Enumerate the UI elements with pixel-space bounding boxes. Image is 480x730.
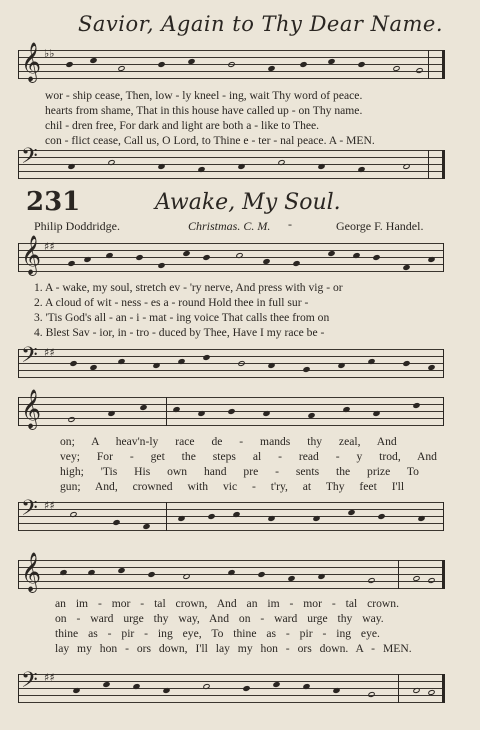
lyric-line: 3. 'Tis God's all - an - i - mat - ing voice That calls thee from on bbox=[34, 311, 330, 324]
treble-clef-icon: 𝄞 bbox=[21, 235, 42, 275]
system1-lyrics bbox=[0, 281, 480, 341]
system1-bass-staff bbox=[18, 343, 444, 377]
lyric-line: high; 'Tis His own hand pre - sents the prize To bbox=[60, 465, 419, 478]
prev-treble-staff bbox=[18, 42, 444, 82]
prev-bass-staff bbox=[18, 144, 444, 178]
system3-bass-staff bbox=[18, 668, 444, 702]
lyric-line: vey; For - get the steps al - read - y trod, And bbox=[60, 450, 437, 463]
lyric-line: gun; And, crowned with vic - t'ry, at Thy feet I'll bbox=[60, 480, 405, 493]
bass-clef-icon: 𝄢 bbox=[21, 343, 38, 373]
system2-bass-staff bbox=[18, 496, 444, 530]
system3-lyrics bbox=[0, 597, 480, 657]
key-signature-flats: ♭♭ bbox=[44, 47, 55, 60]
hymn-number: 231 bbox=[26, 187, 81, 217]
lyric-line: con - flict cease, Call us, O Lord, to Thine e - ter - nal peace. A - MEN. bbox=[45, 134, 375, 147]
system3-treble-staff bbox=[18, 552, 444, 592]
lyric-line: 4. Blest Sav - ior, in - tro - duced by Thee, Have I my race be - bbox=[34, 326, 325, 339]
prev-lyrics bbox=[0, 89, 480, 149]
treble-clef-icon: 𝄞 bbox=[21, 552, 42, 592]
bass-clef-icon: 𝄢 bbox=[21, 668, 38, 698]
tune-mark: - bbox=[288, 217, 292, 231]
lyric-line: 2. A cloud of wit - ness - es a - round Hold thee in full sur - bbox=[34, 296, 309, 309]
lyric-line: on; A heav'n-ly race de - mands thy zeal, And bbox=[60, 435, 397, 448]
author: Philip Doddridge. bbox=[34, 219, 120, 233]
tune-name: Christmas. C. M. bbox=[188, 219, 271, 233]
prev-hymn-title: Savior, Again to Thy Dear Name. bbox=[78, 12, 443, 36]
bass-clef-icon: 𝄢 bbox=[21, 144, 38, 174]
lyric-line: thine as - pir - ing eye, To thine as - pir - ing eye. bbox=[55, 627, 380, 640]
treble-clef-icon: 𝄞 bbox=[21, 42, 42, 82]
key-signature-sharps: ♯♯ bbox=[44, 240, 55, 253]
lyric-line: an im - mor - tal crown, And an im - mor - tal crown. bbox=[55, 597, 399, 610]
key-signature-sharps: ♯♯ bbox=[44, 499, 55, 512]
hymn-title: Awake, My Soul. bbox=[155, 190, 341, 215]
lyric-line: on - ward urge thy way, And on - ward urge thy way. bbox=[55, 612, 384, 625]
lyric-line: chil - dren free, For dark and light are both a - like to Thee. bbox=[45, 119, 320, 132]
key-signature-sharps: ♯♯ bbox=[44, 346, 55, 359]
lyric-line: 1. A - wake, my soul, stretch ev - 'ry nerve, And press with vig - or bbox=[34, 281, 343, 294]
lyric-line: lay my hon - ors down, I'll lay my hon - ors down. A - MEN. bbox=[55, 642, 412, 655]
treble-clef-icon: 𝄞 bbox=[21, 389, 42, 429]
system2-lyrics bbox=[0, 435, 480, 495]
lyric-line: hearts from shame, That in this house have called up - on Thy name. bbox=[45, 104, 363, 117]
system1-treble-staff bbox=[18, 235, 444, 275]
composer: George F. Handel. bbox=[336, 219, 424, 233]
lyric-line: wor - ship cease, Then, low - ly kneel - ing, wait Thy word of peace. bbox=[45, 89, 363, 102]
bass-clef-icon: 𝄢 bbox=[21, 496, 38, 526]
key-signature-sharps: ♯♯ bbox=[44, 671, 55, 684]
system2-treble-staff bbox=[18, 389, 444, 429]
